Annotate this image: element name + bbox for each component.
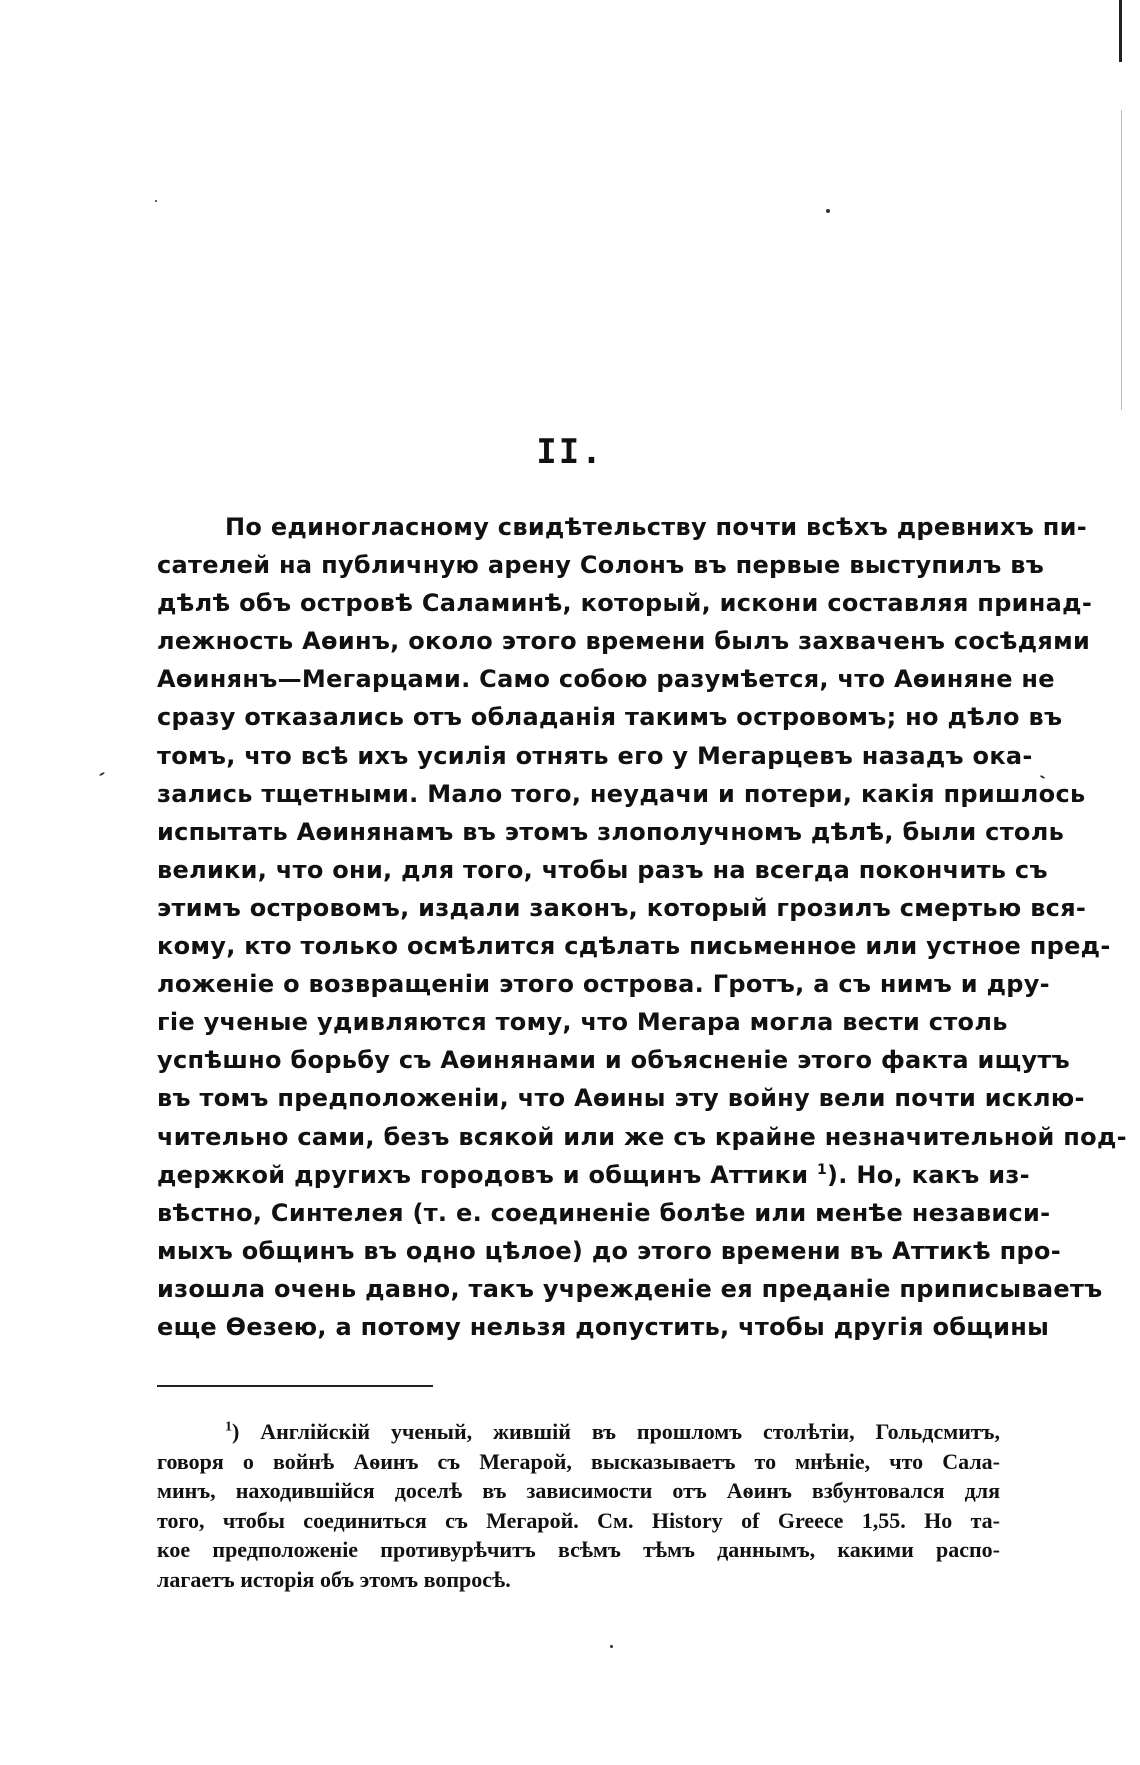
text-line: дѣлѣ объ островѣ Саламинѣ, который, искони составляя принад- bbox=[157, 589, 1093, 618]
scan-speck bbox=[826, 209, 830, 213]
page-edge-mark bbox=[1119, 0, 1122, 62]
footnote-line: говоря о войнѣ Аѳинъ съ Мегарой, высказываетъ то мнѣніе, что Сала- bbox=[157, 1448, 1000, 1474]
text-line: сателей на публичную арену Солонъ въ первые выступилъ въ bbox=[157, 551, 1045, 580]
footnote-rule bbox=[157, 1385, 433, 1387]
text-line: сразу отказались отъ обладанія такимъ островомъ; но дѣло въ bbox=[157, 703, 1063, 732]
text-line: чительно сами, безъ всякой или же съ крайне незначительной под- bbox=[157, 1122, 1127, 1151]
text-line: успѣшно борьбу съ Аѳинянами и объясненіе этого факта ищутъ bbox=[157, 1046, 1070, 1075]
footnote-mark: 1 bbox=[225, 1419, 232, 1435]
scan-speck bbox=[155, 200, 157, 202]
text-line: гіе ученые удивляются тому, что Мегара могла вести столь bbox=[157, 1008, 1008, 1037]
footnote-segment: ) Англійскій ученый, жившій въ прошломъ столѣтіи, Гольдсмитъ, bbox=[232, 1419, 1000, 1444]
footnote-line: минъ, находившійся доселѣ въ зависимости отъ Аѳинъ взбунтовался для bbox=[157, 1478, 1000, 1504]
footnote-line: лагаетъ исторія объ этомъ вопросѣ. bbox=[157, 1566, 511, 1592]
text-line: еще Ѳезею, а потому нельзя допустить, чтобы другія общины bbox=[157, 1312, 1050, 1341]
text-line: зались тщетными. Мало того, неудачи и потери, какія пришлось bbox=[157, 779, 1086, 808]
footnote-line: кое предположеніе противурѣчитъ всѣмъ тѣмъ даннымъ, какими распо- bbox=[157, 1537, 1000, 1563]
scan-speck bbox=[610, 1645, 613, 1648]
text-line: мыхъ общинъ въ одно цѣлое) до этого времени въ Аттикѣ про- bbox=[157, 1236, 1061, 1265]
scan-speck bbox=[99, 772, 105, 777]
text-line: томъ, что всѣ ихъ усилія отнять его у Мегарцевъ назадъ ока- bbox=[157, 741, 1033, 770]
text-segment: ). Но, какъ из- bbox=[827, 1160, 1030, 1189]
chapter-heading: II. bbox=[536, 432, 604, 472]
footnote-line bbox=[157, 1417, 1000, 1447]
body-text bbox=[157, 508, 1127, 1346]
text-line: лежность Аѳинъ, около этого времени былъ захваченъ сосѣдями bbox=[157, 627, 1091, 656]
text-line: въ томъ предположеніи, что Аѳины эту войну вели почти исклю- bbox=[157, 1084, 1085, 1113]
text-line: испытать Аѳинянамъ въ этомъ злополучномъ дѣлѣ, были столь bbox=[157, 817, 1065, 846]
text-line-with-footnote-ref bbox=[157, 1156, 1030, 1194]
text-line: Аѳинянъ—Мегарцами. Само собою разумѣется, что Аѳиняне не bbox=[157, 665, 1055, 694]
text-line: ложеніе о возвращеніи этого острова. Гротъ, а съ нимъ и дру- bbox=[157, 970, 1050, 999]
text-line: По единогласному свидѣтельству почти всѣхъ древнихъ пи- bbox=[225, 513, 1087, 541]
text-line: вѣстно, Синтелея (т. е. соединеніе болѣе или менѣе независи- bbox=[157, 1198, 1051, 1227]
page-edge-mark-faint bbox=[1121, 110, 1122, 410]
footnote bbox=[157, 1417, 1000, 1595]
text-line: этимъ островомъ, издали законъ, который грозилъ смертью вся- bbox=[157, 893, 1087, 922]
footnote-line: того, чтобы соединиться съ Мегарой. См. History of Greece 1,55. Но та- bbox=[157, 1507, 1000, 1533]
text-segment: держкой другихъ городовъ и общинъ Аттики bbox=[157, 1160, 809, 1189]
text-line: кому, кто только осмѣлится сдѣлать письменное или устное пред- bbox=[157, 932, 1111, 961]
footnote-reference: 1 bbox=[816, 1161, 828, 1178]
text-line: изошла очень давно, такъ учрежденіе ея преданіе приписываетъ bbox=[157, 1274, 1103, 1303]
text-line: велики, что они, для того, чтобы разъ на всегда покончить съ bbox=[157, 855, 1048, 884]
scan-speck bbox=[1040, 775, 1045, 779]
